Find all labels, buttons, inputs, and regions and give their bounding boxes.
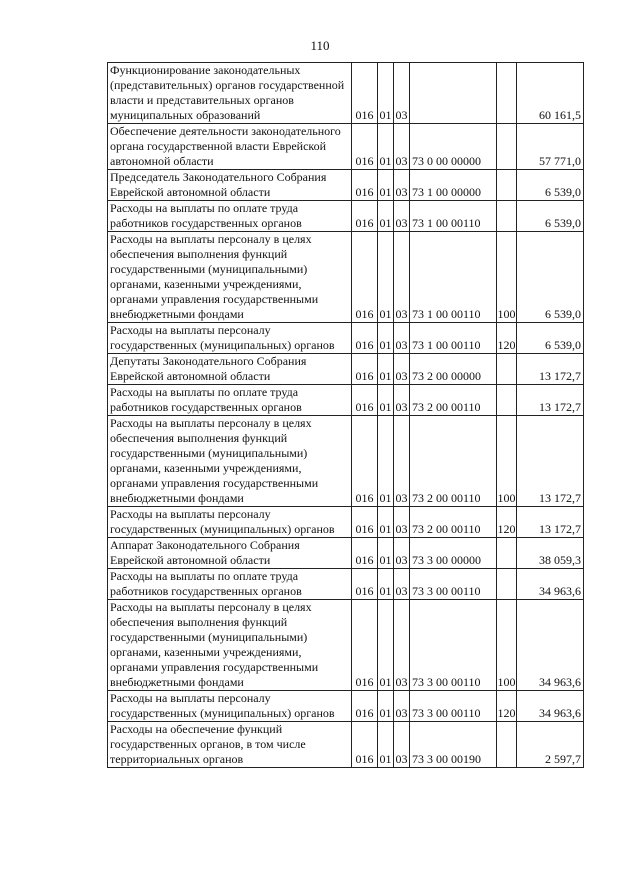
row-name-cell: Расходы на выплаты персоналу государственных (муниципальных) органов [108, 691, 352, 722]
subsection-code-cell: 03 [394, 600, 410, 691]
subsection-code-cell: 03 [394, 63, 410, 124]
expense-type-cell: 120 [497, 691, 517, 722]
section-code-cell: 01 [378, 600, 394, 691]
row-name-cell: Расходы на обеспечение функций государственных органов, в том числе территориальных органов [108, 722, 352, 768]
section-code-cell: 01 [378, 385, 394, 416]
amount-cell: 57 771,0 [517, 124, 584, 170]
ved-code-cell: 016 [352, 416, 378, 507]
target-article-cell: 73 2 00 00000 [410, 354, 497, 385]
subsection-code-cell: 03 [394, 170, 410, 201]
ved-code-cell: 016 [352, 600, 378, 691]
table-row [108, 385, 584, 416]
amount-cell: 6 539,0 [517, 170, 584, 201]
ved-code-cell: 016 [352, 170, 378, 201]
expense-type-cell [497, 538, 517, 569]
expense-type-cell: 120 [497, 507, 517, 538]
target-article-cell: 73 3 00 00110 [410, 691, 497, 722]
table-row [108, 201, 584, 232]
row-name-cell: Расходы на выплаты персоналу в целях обеспечения выполнения функций государственными (муниципальными) органами, казенными учреждениями, органами управления государственными внебюджетными фондами [108, 600, 352, 691]
section-code-cell: 01 [378, 722, 394, 768]
section-code-cell: 01 [378, 354, 394, 385]
expense-type-cell [497, 385, 517, 416]
expense-type-cell [497, 170, 517, 201]
target-article-cell: 73 3 00 00000 [410, 538, 497, 569]
table-row [108, 691, 584, 722]
section-code-cell: 01 [378, 201, 394, 232]
amount-cell: 13 172,7 [517, 385, 584, 416]
amount-cell: 6 539,0 [517, 232, 584, 323]
subsection-code-cell: 03 [394, 507, 410, 538]
target-article-cell: 73 2 00 00110 [410, 507, 497, 538]
subsection-code-cell: 03 [394, 124, 410, 170]
expense-type-cell [497, 569, 517, 600]
ved-code-cell: 016 [352, 354, 378, 385]
table-row [108, 569, 584, 600]
subsection-code-cell: 03 [394, 232, 410, 323]
table-row [108, 600, 584, 691]
target-article-cell: 73 1 00 00000 [410, 170, 497, 201]
amount-cell: 13 172,7 [517, 507, 584, 538]
ved-code-cell: 016 [352, 691, 378, 722]
ved-code-cell: 016 [352, 538, 378, 569]
target-article-cell: 73 2 00 00110 [410, 416, 497, 507]
table-row [108, 354, 584, 385]
table-row [108, 538, 584, 569]
expense-type-cell [497, 124, 517, 170]
amount-cell: 34 963,6 [517, 569, 584, 600]
subsection-code-cell: 03 [394, 722, 410, 768]
row-name-cell: Председатель Законодательного Собрания Еврейской автономной области [108, 170, 352, 201]
table-body [108, 63, 584, 768]
subsection-code-cell: 03 [394, 201, 410, 232]
target-article-cell: 73 0 00 00000 [410, 124, 497, 170]
row-name-cell: Расходы на выплаты по оплате труда работников государственных органов [108, 385, 352, 416]
expense-type-cell [497, 722, 517, 768]
expense-type-cell [497, 201, 517, 232]
section-code-cell: 01 [378, 170, 394, 201]
amount-cell: 38 059,3 [517, 538, 584, 569]
target-article-cell: 73 3 00 00110 [410, 569, 497, 600]
table-row [108, 232, 584, 323]
amount-cell: 2 597,7 [517, 722, 584, 768]
table-row [108, 507, 584, 538]
row-name-cell: Расходы на выплаты по оплате труда работников государственных органов [108, 569, 352, 600]
table-row [108, 323, 584, 354]
subsection-code-cell: 03 [394, 538, 410, 569]
table-row [108, 63, 584, 124]
target-article-cell: 73 2 00 00110 [410, 385, 497, 416]
amount-cell: 34 963,6 [517, 600, 584, 691]
ved-code-cell: 016 [352, 507, 378, 538]
ved-code-cell: 016 [352, 201, 378, 232]
row-name-cell: Расходы на выплаты персоналу государственных (муниципальных) органов [108, 323, 352, 354]
expense-type-cell: 100 [497, 600, 517, 691]
expense-type-cell: 100 [497, 416, 517, 507]
amount-cell: 60 161,5 [517, 63, 584, 124]
amount-cell: 6 539,0 [517, 201, 584, 232]
page-number: 110 [310, 38, 330, 53]
expense-type-cell [497, 354, 517, 385]
section-code-cell: 01 [378, 232, 394, 323]
expense-type-cell [497, 63, 517, 124]
row-name-cell: Расходы на выплаты персоналу государственных (муниципальных) органов [108, 507, 352, 538]
row-name-cell: Расходы на выплаты персоналу в целях обеспечения выполнения функций государственными (муниципальными) органами, казенными учреждениями, органами управления государственными внебюджетными фондами [108, 232, 352, 323]
target-article-cell: 73 3 00 00110 [410, 600, 497, 691]
section-code-cell: 01 [378, 507, 394, 538]
table-row [108, 170, 584, 201]
target-article-cell: 73 1 00 00110 [410, 232, 497, 323]
section-code-cell: 01 [378, 323, 394, 354]
subsection-code-cell: 03 [394, 569, 410, 600]
ved-code-cell: 016 [352, 63, 378, 124]
ved-code-cell: 016 [352, 323, 378, 354]
row-name-cell: Аппарат Законодательного Собрания Еврейской автономной области [108, 538, 352, 569]
row-name-cell: Обеспечение деятельности законодательного органа государственной власти Еврейской автономной области [108, 124, 352, 170]
amount-cell: 6 539,0 [517, 323, 584, 354]
amount-cell: 13 172,7 [517, 354, 584, 385]
expense-type-cell: 100 [497, 232, 517, 323]
subsection-code-cell: 03 [394, 354, 410, 385]
row-name-cell: Расходы на выплаты по оплате труда работников государственных органов [108, 201, 352, 232]
amount-cell: 13 172,7 [517, 416, 584, 507]
table-row [108, 722, 584, 768]
subsection-code-cell: 03 [394, 385, 410, 416]
ved-code-cell: 016 [352, 232, 378, 323]
ved-code-cell: 016 [352, 569, 378, 600]
row-name-cell: Депутаты Законодательного Собрания Еврейской автономной области [108, 354, 352, 385]
budget-table [107, 62, 584, 768]
section-code-cell: 01 [378, 569, 394, 600]
subsection-code-cell: 03 [394, 323, 410, 354]
expense-type-cell: 120 [497, 323, 517, 354]
section-code-cell: 01 [378, 538, 394, 569]
subsection-code-cell: 03 [394, 691, 410, 722]
row-name-cell: Функционирование законодательных (представительных) органов государственной власти и представительных органов муниципальных образований [108, 63, 352, 124]
section-code-cell: 01 [378, 63, 394, 124]
target-article-cell [410, 63, 497, 124]
amount-cell: 34 963,6 [517, 691, 584, 722]
target-article-cell: 73 1 00 00110 [410, 323, 497, 354]
ved-code-cell: 016 [352, 385, 378, 416]
table-row [108, 124, 584, 170]
subsection-code-cell: 03 [394, 416, 410, 507]
target-article-cell: 73 1 00 00110 [410, 201, 497, 232]
ved-code-cell: 016 [352, 722, 378, 768]
section-code-cell: 01 [378, 124, 394, 170]
target-article-cell: 73 3 00 00190 [410, 722, 497, 768]
ved-code-cell: 016 [352, 124, 378, 170]
table-row [108, 416, 584, 507]
section-code-cell: 01 [378, 691, 394, 722]
section-code-cell: 01 [378, 416, 394, 507]
row-name-cell: Расходы на выплаты персоналу в целях обеспечения выполнения функций государственными (муниципальными) органами, казенными учреждениями, органами управления государственными внебюджетными фондами [108, 416, 352, 507]
